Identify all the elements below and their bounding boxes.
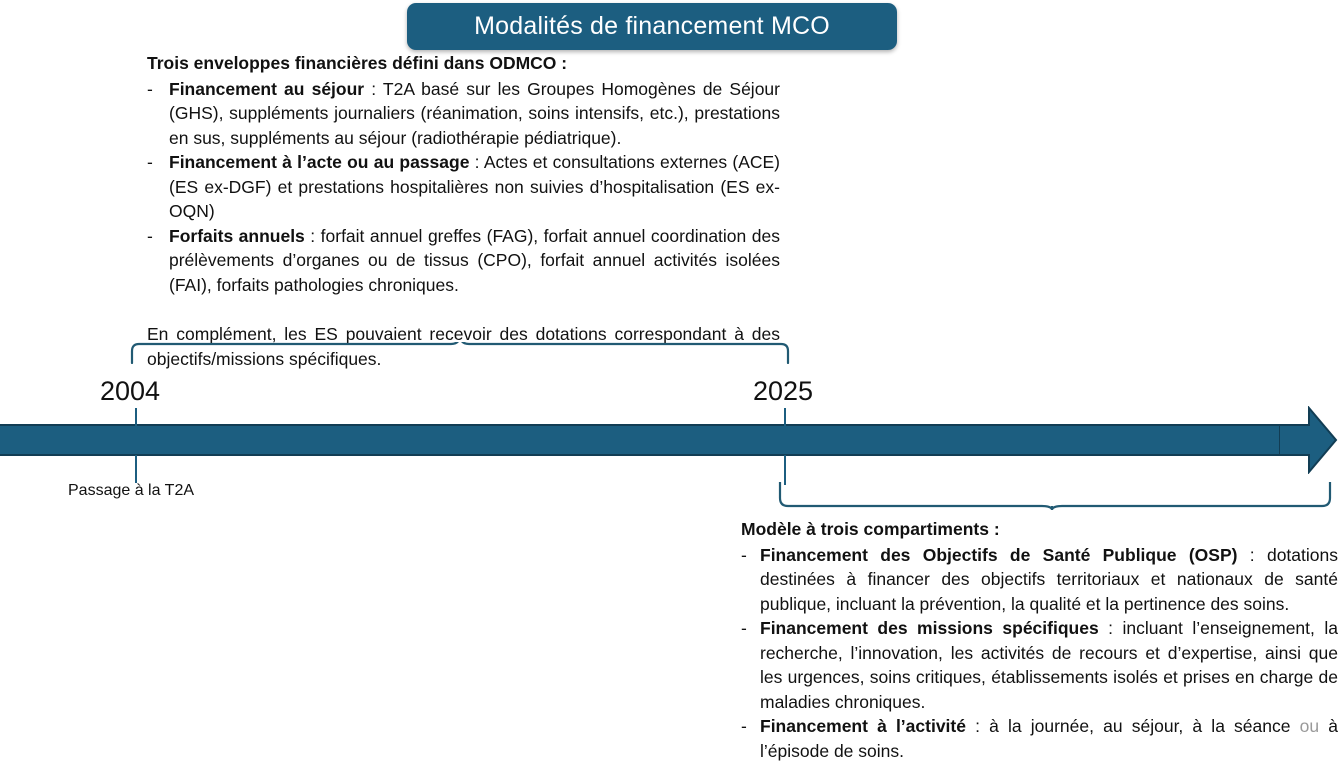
bullet-body-muted: ou bbox=[1299, 716, 1320, 736]
bullet-dash: - bbox=[741, 618, 747, 638]
bottom-block-heading: Modèle à trois compartiments : bbox=[741, 519, 1000, 539]
bullet-label: Financement à l’acte ou au passage bbox=[169, 152, 470, 172]
block-spacer bbox=[147, 297, 780, 322]
top-block-closing-paragraph: En complément, les ES pouvaient recevoir des dotations correspondant à des objectifs/missions spécifiques. bbox=[147, 324, 780, 369]
bullet-text bbox=[760, 714, 1338, 763]
bullet-body-pre: à la journée, au séjour, à la séance bbox=[989, 716, 1300, 736]
top-description-block bbox=[147, 51, 780, 371]
bullet-body: incluant l’enseignement, la recherche, l’innovation, les activités de recours et d’expertise, ainsi que les urgences, soins critiques, établissements isolés et prises en charge de maladies chroniques. bbox=[760, 618, 1338, 712]
arrow-shape bbox=[1279, 408, 1336, 472]
list-item bbox=[147, 77, 780, 151]
bullet-text bbox=[760, 543, 1338, 617]
bullet-label: Financement des missions spécifiques bbox=[760, 618, 1099, 638]
tick-2025-upper bbox=[784, 408, 786, 426]
top-block-heading: Trois enveloppes financières défini dans ODMCO : bbox=[147, 53, 568, 73]
bullet-label: Financement à l’activité bbox=[760, 716, 966, 736]
bottom-bracket bbox=[778, 482, 1332, 510]
bottom-bracket-path bbox=[780, 482, 1330, 509]
bullet-body: Actes et consultations externes (ACE) (ES ex-DGF) et prestations hospitalières non suivies d’hospitalisation (ES ex-OQN) bbox=[169, 152, 781, 221]
bullet-text bbox=[169, 150, 780, 224]
tick-2004-upper bbox=[135, 408, 137, 426]
list-item bbox=[147, 150, 780, 224]
bullet-separator: : bbox=[469, 152, 484, 172]
bullet-separator: : bbox=[965, 716, 990, 736]
list-item bbox=[741, 543, 1338, 617]
list-item bbox=[741, 714, 1338, 763]
tick-2004-lower bbox=[135, 455, 137, 483]
tick-2025-lower bbox=[784, 455, 786, 485]
slide-title-banner bbox=[407, 3, 897, 50]
bullet-body: forfait annuel greffes (FAG), forfait annuel coordination des prélèvements d’organes ou de tissus (CPO), forfait annuel activités isolées (FAI), forfaits pathologies chroniques. bbox=[169, 225, 780, 295]
bullet-text bbox=[169, 77, 780, 151]
bullet-body: dotations destinées à financer des objectifs territoriaux et nationaux de santé publique, incluant la prévention, la qualité et la pertinence des soins. bbox=[760, 544, 1338, 614]
bullet-dash: - bbox=[741, 716, 747, 736]
top-bracket bbox=[130, 342, 790, 364]
bullet-dash: - bbox=[147, 78, 153, 99]
bullet-label: Financement au séjour bbox=[169, 78, 365, 99]
timeline-arrow-head bbox=[1279, 406, 1338, 474]
bullet-separator: : bbox=[1098, 618, 1123, 638]
bullet-dash: - bbox=[147, 225, 153, 246]
bullet-body-post: à l’épisode de soins. bbox=[760, 716, 1338, 761]
top-bracket-path bbox=[132, 342, 788, 363]
bullet-body: T2A basé sur les Groupes Homogènes de Séjour (GHS), suppléments journaliers (réanimation, soins intensifs, etc.), prestations en sus, suppléments au séjour (radiothérapie pédiatrique). bbox=[169, 78, 780, 148]
bullet-separator: : bbox=[304, 225, 321, 246]
timeline-year-2004: 2004 bbox=[100, 376, 161, 406]
bullet-label: Forfaits annuels bbox=[169, 225, 305, 246]
bullet-separator: : bbox=[1237, 544, 1267, 565]
timeline-bar bbox=[0, 424, 1302, 456]
bottom-description-block bbox=[741, 517, 1338, 763]
bullet-dash: - bbox=[741, 544, 747, 565]
bullet-text bbox=[169, 224, 780, 298]
bullet-text bbox=[760, 616, 1338, 714]
timeline-year-2025: 2025 bbox=[753, 376, 814, 406]
bullet-dash: - bbox=[147, 152, 153, 172]
timeline-caption-2004: Passage à la T2A bbox=[68, 482, 195, 499]
bullet-label: Financement des Objectifs de Santé Publique (OSP) bbox=[760, 544, 1238, 565]
bullet-separator: : bbox=[364, 78, 383, 99]
list-item bbox=[741, 616, 1338, 714]
list-item bbox=[147, 224, 780, 298]
page-title: Modalités de financement MCO bbox=[474, 12, 830, 40]
